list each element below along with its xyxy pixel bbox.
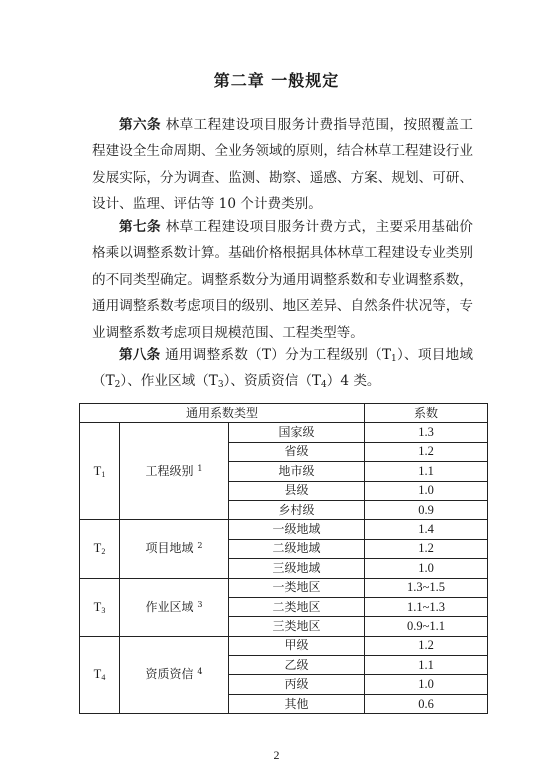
level-cell: 省级: [229, 442, 365, 461]
coefficient-value-cell: 1.2: [365, 636, 488, 655]
table-header-row: [80, 404, 488, 423]
group-code-subscript: 1: [101, 469, 106, 479]
coefficient-value-cell: 1.0: [365, 675, 488, 694]
table-row: [80, 520, 488, 539]
coefficient-value-cell: 1.0: [365, 559, 488, 578]
group-code: T: [93, 667, 102, 682]
group-name-cell: [120, 636, 229, 714]
coefficient-value-cell: 1.1: [365, 462, 488, 481]
article-text-part: 通用调整系数（T）分为工程级别（T: [160, 347, 392, 363]
subscript: 1: [391, 354, 397, 364]
group-code-cell: [80, 520, 120, 578]
level-cell: 三类地区: [229, 617, 365, 636]
coefficient-value-cell: 0.9~1.1: [365, 617, 488, 636]
chapter-title: 第二章 一般规定: [213, 71, 340, 90]
article-8: [92, 342, 473, 395]
group-name-cell: [120, 578, 229, 636]
article-label: 第八条: [119, 347, 161, 363]
group-code-subscript: 2: [101, 547, 106, 557]
coefficient-value-cell: 1.3~1.5: [365, 578, 488, 597]
group-name: 资质资信: [145, 667, 194, 682]
table-row: [80, 636, 488, 655]
coefficient-value-cell: 0.9: [365, 500, 488, 519]
article-7: [92, 214, 473, 346]
coefficient-table: [79, 403, 488, 714]
article-text: 林草工程建设项目服务计费方式，主要采用基础价格乘以调整系数计算。基础价格根据具体林草工程建设专业类别的不同类型确定。调整系数分为通用调整系数和专业调整系数，通用调整系数考虑项目的级别、地区差异、自然条件状况等，专业调整系数考虑项目规模范围、工程类型等。: [92, 219, 473, 341]
group-code-subscript: 4: [101, 673, 106, 683]
level-cell: 其他: [229, 694, 365, 713]
coefficient-value-cell: 1.2: [365, 539, 488, 558]
level-cell: 三级地域: [229, 559, 365, 578]
level-cell: 一类地区: [229, 578, 365, 597]
level-cell: 丙级: [229, 675, 365, 694]
level-cell: 甲级: [229, 636, 365, 655]
subscript: 4: [321, 380, 327, 391]
level-cell: 二级地域: [229, 539, 365, 558]
level-cell: 地市级: [229, 462, 365, 481]
level-cell: 县级: [229, 481, 365, 500]
subscript: 3: [217, 380, 224, 391]
article-text-part: ）、项目地域（T: [92, 347, 473, 390]
group-code-cell: [80, 578, 120, 636]
page-number: 2: [273, 748, 280, 762]
group-code: T: [93, 541, 102, 556]
group-code-cell: [80, 423, 120, 520]
footnote-marker: 3: [197, 599, 203, 609]
level-cell: 乡村级: [229, 500, 365, 519]
footnote-marker: 1: [197, 463, 203, 473]
group-code: T: [93, 599, 102, 614]
footnote-marker: 4: [197, 667, 203, 677]
level-cell: 乙级: [229, 656, 365, 675]
group-name: 项目地域: [145, 541, 194, 556]
coefficient-value-cell: 0.6: [365, 694, 488, 713]
coefficient-value-cell: 1.0: [365, 481, 488, 500]
article-label: 第六条: [119, 117, 161, 133]
level-cell: 一级地域: [229, 520, 365, 539]
subscript: 2: [114, 380, 121, 391]
coefficient-value-cell: 1.3: [365, 423, 488, 442]
article-text-part: ）、作业区域（T: [120, 373, 218, 390]
group-name: 工程级别: [145, 463, 194, 478]
table-row: [80, 423, 488, 442]
group-code-subscript: 3: [101, 605, 106, 615]
table-row: [80, 578, 488, 597]
header-coefficient: 系数: [365, 404, 488, 423]
group-code-cell: [80, 636, 120, 714]
article-text-part: ）4 类。: [326, 373, 381, 390]
header-type: 通用系数类型: [80, 404, 365, 423]
group-name: 作业区域: [145, 599, 194, 614]
article-text-part: ）、资质资信（T: [223, 373, 322, 390]
article-label: 第七条: [119, 219, 161, 235]
group-name-cell: [120, 520, 229, 578]
group-name-cell: [120, 423, 229, 520]
coefficient-value-cell: 1.1: [365, 656, 488, 675]
footnote-marker: 2: [197, 541, 203, 551]
level-cell: 二类地区: [229, 597, 365, 616]
coefficient-value-cell: 1.4: [365, 520, 488, 539]
article-6: [92, 112, 473, 218]
group-code: T: [93, 463, 102, 478]
coefficient-value-cell: 1.2: [365, 442, 488, 461]
coefficient-value-cell: 1.1~1.3: [365, 597, 488, 616]
article-text: 林草工程建设项目服务计费指导范围，按照覆盖工程建设全生命周期、全业务领域的原则，结合林草工程建设行业发展实际，分为调查、监测、勘察、遥感、方案、规划、可研、设计、监理、评估等 10 个计费类别。: [92, 117, 473, 213]
level-cell: 国家级: [229, 423, 365, 442]
